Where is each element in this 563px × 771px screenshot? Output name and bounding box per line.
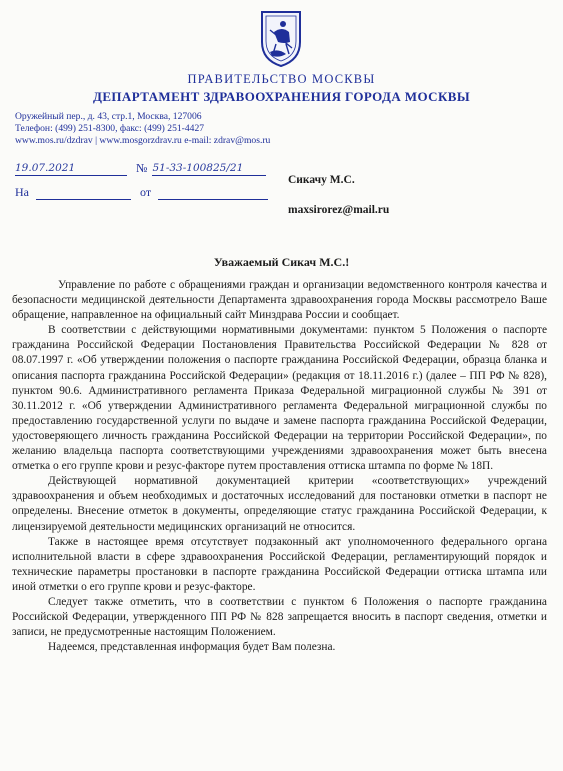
letter-body: [12, 278, 547, 655]
outgoing-date: 19.07.2021: [15, 162, 76, 174]
org-parent-title: ПРАВИТЕЛЬСТВО МОСКВЫ: [187, 72, 376, 86]
address-line: Оружейный пер., д. 43, стр.1, Москва, 127006: [15, 111, 202, 122]
incoming-reference: [15, 185, 268, 200]
recipient-email: maxsirorez@mail.ru: [288, 204, 390, 216]
contacts-block: [15, 111, 270, 147]
recipient-name: Сикачу М.С.: [288, 174, 355, 186]
paragraph: Надеемся, представленная информация будет Вам полезна.: [48, 641, 336, 654]
salutation: Уважаемый Сикач М.С.!: [213, 255, 350, 269]
incoming-date-blank: [158, 199, 268, 200]
moscow-coat-of-arms-icon: [256, 8, 306, 68]
web-line: www.mos.ru/dzdrav | www.mosgorzdrav.ru e-mail: zdrav@mos.ru: [15, 135, 271, 146]
org-title: ДЕПАРТАМЕНТ ЗДРАВООХРАНЕНИЯ ГОРОДА МОСКВЫ: [92, 89, 471, 104]
outgoing-reference: [15, 160, 266, 176]
number-label: №: [136, 161, 148, 175]
paragraph: Действующей нормативной документацией критерии «соответствующих» учреждений здравоохранения и объем необходимых и достаточных исследований для постановки отметки в паспорт не определены. Внесение отметок в документы, определяющие статус гражданина Российской Федерации, к лицензируемой деятельности медицинских организаций не относится.: [12, 475, 547, 533]
outgoing-number: 51-33-100825/21: [152, 162, 244, 174]
from-label: от: [140, 185, 152, 199]
paragraph: Управление по работе с обращениями граждан и организации ведомственного контроля качества и безопасности медицинской деятельности Департамента здравоохранения города Москвы рассмотрело Ваше обращение, направленное на официальный сайт Минздрава России и сообщает.: [12, 279, 547, 322]
phone-line: Телефон: (499) 251-8300, факс: (499) 251-4427: [15, 123, 205, 134]
paragraph: Следует также отметить, что в соответствии с пунктом 6 Положения о паспорте гражданина Российской Федерации, утвержденного ПП РФ № 828 запрещается вносить в паспорт сведения, отметки и записи, не предусмотренные настоящим Положением.: [12, 595, 547, 639]
on-label: На: [15, 185, 29, 199]
paragraph: Также в настоящее время отсутствует подзаконный акт уполномоченного федерального органа исполнительной власти в сфере здравоохранения Российской Федерации, регламентирующий порядок и технические параметры простановки в паспорте гражданина Российской Федерации оттиска штампа или иной отметки о его группе крови и резус-факторе.: [12, 535, 547, 593]
paragraph: В соответствии с действующими нормативными документами: пунктом 5 Положения о паспорте гражданина Российской Федерации Постановления Правительства Российской Федерации № 828 от 08.07.1997 г. «Об утверждении положения о паспорте гражданина Российской Федерации, образца бланка и описания паспорта гражданина Российской Федерации» (редакция от 18.11.2016 г.) (далее – ПП РФ № 828), пунктом 90.6. Административного регламента Приказа Федеральной миграционной службы № 391 от 30.11.2012 г. «Об утверждении Административного регламента Федеральной миграционной службы по предоставлению государственной услуги по выдаче и замене паспорта гражданина Российской Федерации, удостоверяющего личность гражданина Российской Федерации на территории Российской Федерации», по желанию владельца паспорта соответствующими учреждениями здравоохранения может быть внесена отметка о его группе крови и резус-факторе путем проставления оттиска штампа по форме № 18П.: [12, 324, 547, 473]
incoming-number-blank: [36, 199, 131, 200]
